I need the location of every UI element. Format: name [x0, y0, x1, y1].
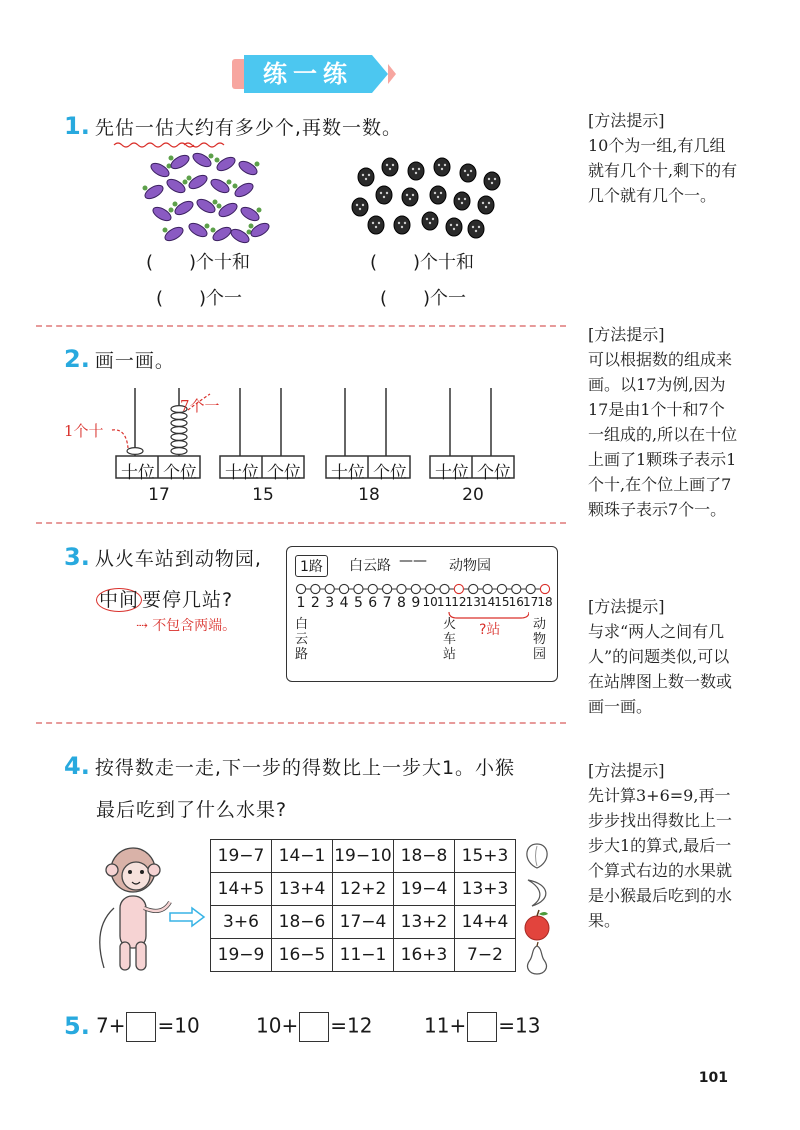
blackberry-icon: [422, 212, 438, 230]
abacus-number: 15: [252, 485, 274, 505]
route-to: 动物园: [449, 558, 491, 574]
stop-circle: [440, 584, 449, 593]
stop-number: 4: [339, 595, 349, 611]
stop-number: 6: [368, 595, 378, 611]
method-tip-3: [588, 594, 738, 719]
stop-number: 1: [296, 595, 306, 611]
stop-number: 3: [325, 595, 335, 611]
annotation-exclude-ends: ⇢ 不包含两端。: [136, 618, 237, 634]
question-3-text: 从火车站到动物园,: [94, 548, 262, 570]
stop-number: 14: [479, 595, 496, 609]
equation-right: =12: [330, 1013, 373, 1038]
blackberry-icon: [478, 196, 494, 214]
equation-1: [96, 1012, 200, 1042]
grid-cell[interactable]: 14+4: [455, 906, 516, 939]
stop-circle: [339, 584, 348, 593]
eggplant-icon: [173, 199, 195, 218]
eggplant-icon: [195, 197, 217, 216]
grid-cell[interactable]: 16+3: [394, 939, 455, 972]
equation-3: [424, 1012, 540, 1042]
question-2-stem: [64, 345, 175, 373]
grid-cell[interactable]: 13+4: [272, 873, 333, 906]
place-label-ones: 个位: [163, 463, 197, 483]
grid-cell[interactable]: 7−2: [455, 939, 516, 972]
grid-row: [211, 939, 516, 972]
stop-number: 9: [411, 595, 421, 611]
wavy-underline: [64, 142, 304, 148]
grid-cell[interactable]: 15+3: [455, 840, 516, 873]
question-3-number: 3.: [64, 543, 90, 571]
equation-right: =10: [157, 1013, 200, 1038]
stop-number: 11: [436, 595, 453, 609]
stop-circle: [540, 584, 549, 593]
eggplant-icon: [229, 227, 251, 246]
question-3-stem: [64, 543, 262, 571]
place-label-tens: 十位: [121, 463, 155, 483]
stop-circle: [325, 584, 334, 593]
stop-number: 16: [508, 595, 524, 609]
method-tip-4: [588, 758, 738, 933]
grid-cell[interactable]: 18−8: [394, 840, 455, 873]
q1-left-ones-blank[interactable]: ( )个一: [156, 288, 243, 309]
question-2-number: 2.: [64, 345, 90, 373]
stop-number: 12: [451, 595, 467, 609]
tip-title: [方法提示]: [588, 761, 665, 780]
divider: [36, 522, 566, 524]
calculation-grid: [210, 839, 516, 972]
grid-cell[interactable]: 12+2: [333, 873, 394, 906]
abacus-number: 18: [358, 485, 380, 505]
stop-circle: [426, 584, 435, 593]
blackberry-icon: [430, 186, 446, 204]
place-label-ones: 个位: [373, 463, 407, 483]
stop-number: 17: [523, 595, 539, 609]
place-label-tens: 十位: [435, 463, 469, 483]
grid-cell[interactable]: 3+6: [211, 906, 272, 939]
tip-title: [方法提示]: [588, 325, 665, 344]
answer-box[interactable]: [126, 1012, 156, 1042]
route-number: 1路: [295, 555, 328, 577]
tip-body: 10个为一组,有几组就有几个十,剩下的有几个就有几个一。: [588, 136, 738, 205]
tip-body: 与求“两人之间有几人”的问题类似,可以在站牌图上数一数或画一画。: [588, 622, 733, 716]
stop-circle: [368, 584, 377, 593]
monkey-image: [92, 838, 172, 978]
question-5-number: 5.: [64, 1012, 90, 1040]
eggplant-icon: [187, 221, 209, 240]
eggplant-icon: [211, 225, 233, 244]
question-3-text2: 要停几站?: [142, 589, 234, 611]
question-2-text: 画一画。: [94, 350, 175, 372]
grid-cell[interactable]: 13+3: [455, 873, 516, 906]
grid-cell[interactable]: 17−4: [333, 906, 394, 939]
grid-cell[interactable]: 14−1: [272, 840, 333, 873]
blackberry-icon: [434, 158, 450, 176]
place-label-tens: 十位: [225, 463, 259, 483]
stop-number: 10: [422, 595, 438, 609]
stop-number: 2: [310, 595, 320, 611]
fruit-column: [520, 840, 554, 976]
q1-right-ones-blank[interactable]: ( )个一: [380, 288, 467, 309]
q1-left-tens-blank[interactable]: ( )个十和: [146, 252, 251, 273]
question-1-stem: [64, 112, 402, 140]
eggplant-icon: [163, 225, 185, 244]
eggplant-icon: [249, 221, 271, 240]
stop-circle: [383, 584, 392, 593]
question-5-stem: [64, 1012, 90, 1040]
grid-cell[interactable]: 19−10: [333, 840, 394, 873]
eggplant-icon: [191, 151, 213, 170]
method-tip-2: [588, 322, 738, 522]
blackberry-icon: [368, 216, 384, 234]
tip-title: [方法提示]: [588, 597, 665, 616]
blackberry-icon: [446, 218, 462, 236]
stop-label-train: 火车站: [443, 617, 457, 662]
eggplant-group-image: [140, 150, 280, 250]
circled-middle-word: 中间: [96, 588, 142, 612]
grid-cell[interactable]: 18−6: [272, 906, 333, 939]
eggplant-icon: [151, 205, 173, 224]
blackberry-icon: [394, 216, 410, 234]
stop-circle: [526, 584, 535, 593]
banana-icon: [528, 880, 546, 906]
eggplant-icon: [237, 159, 259, 178]
stop-circle: [397, 584, 406, 593]
stop-circle: [497, 584, 506, 593]
question-4-stem: [64, 752, 515, 780]
grid-cell[interactable]: 19−9: [211, 939, 272, 972]
blackberry-icon: [352, 198, 368, 216]
eggplant-icon: [217, 201, 239, 220]
arrow-right-icon: [168, 906, 208, 928]
stop-circle: [469, 584, 478, 593]
grid-cell[interactable]: 19−7: [211, 840, 272, 873]
divider: [36, 722, 566, 724]
blackberry-icon: [454, 192, 470, 210]
place-label-tens: 十位: [331, 463, 365, 483]
annotation-seven-ones: 7个一: [180, 397, 220, 415]
answer-box[interactable]: [467, 1012, 497, 1042]
grid-cell[interactable]: 16−5: [272, 939, 333, 972]
question-3-line2: [96, 585, 233, 612]
eggplant-icon: [169, 153, 191, 172]
stop-number: 13: [465, 595, 481, 609]
eggplant-icon: [149, 161, 171, 180]
equation-left: 10+: [256, 1013, 299, 1038]
place-label-ones: 个位: [477, 463, 511, 483]
annotation-one-ten: 1个十: [64, 422, 104, 440]
grid-cell[interactable]: 13+2: [394, 906, 455, 939]
question-4-line2: 最后吃到了什么水果?: [96, 799, 288, 821]
stop-label-start: 白云路: [295, 617, 309, 662]
page-number: 101: [698, 1070, 728, 1086]
tip-body: 先计算3+6=9,再一步步找出得数比上一步大1的算式,最后一个算式右边的水果就是小猴最后吃到的水果。: [588, 786, 733, 930]
grid-cell[interactable]: 14+5: [211, 873, 272, 906]
grid-row: [211, 840, 516, 873]
eggplant-icon: [239, 205, 261, 224]
abacus-number: 20: [462, 485, 484, 505]
question-4-number: 4.: [64, 752, 90, 780]
tip-title: [方法提示]: [588, 111, 665, 130]
stop-circle: [311, 584, 320, 593]
stop-circle: [411, 584, 420, 593]
equation-right: =13: [498, 1013, 541, 1038]
eggplant-icon: [233, 181, 255, 200]
grid-row: [211, 906, 516, 939]
stop-circle: [354, 584, 363, 593]
grid-cell[interactable]: 11−1: [333, 939, 394, 972]
blackberry-icon: [468, 220, 484, 238]
stop-number: 8: [397, 595, 406, 611]
blackberry-icon: [460, 164, 476, 182]
question-1-number: 1.: [64, 112, 90, 140]
method-tip-1: [588, 108, 738, 208]
stop-label-question: ?站: [479, 622, 501, 638]
stop-circle: [296, 584, 305, 593]
divider: [36, 325, 566, 327]
stop-number: 18: [537, 595, 553, 609]
stop-number: 5: [353, 595, 363, 611]
blackberry-icon: [382, 158, 398, 176]
answer-box[interactable]: [299, 1012, 329, 1042]
grid-row: [211, 873, 516, 906]
blackberry-icon: [402, 188, 418, 206]
route-dash: ——: [399, 553, 427, 569]
grid-cell[interactable]: 19−4: [394, 873, 455, 906]
blackberry-icon: [408, 162, 424, 180]
eggplant-icon: [209, 177, 231, 196]
annotation-exclude-ends-text: 不包含两端。: [152, 618, 237, 634]
blackberry-icon: [376, 186, 392, 204]
stop-number: 15: [494, 595, 510, 609]
blackberry-group-image: [350, 155, 510, 245]
route-from: 白云路: [349, 558, 391, 574]
blackberry-icon: [358, 168, 374, 186]
equation-left: 7+: [96, 1013, 126, 1038]
q1-right-tens-blank[interactable]: ( )个十和: [370, 252, 475, 273]
peach-icon: [527, 844, 547, 868]
equation-2: [256, 1012, 372, 1042]
stop-number: 7: [382, 595, 392, 611]
question-4-text: 按得数走一走,下一步的得数比上一步大1。小猴: [94, 757, 516, 779]
equation-left: 11+: [424, 1013, 467, 1038]
blackberry-icon: [484, 172, 500, 190]
pear-icon: [528, 942, 547, 974]
section-title-ribbon: [232, 55, 392, 93]
stop-circle: [454, 584, 463, 593]
bus-stop-sign: [286, 546, 558, 682]
eggplant-icon: [215, 155, 237, 174]
stop-circle: [483, 584, 492, 593]
eggplant-icon: [165, 177, 187, 196]
abacus-number: 17: [148, 485, 170, 505]
stop-label-end: 动物园: [533, 617, 547, 662]
eggplant-icon: [143, 183, 165, 202]
section-title: 练一练: [263, 60, 353, 88]
eggplant-icon: [187, 173, 209, 192]
question-1-text: 先估一估大约有多少个,再数一数。: [94, 117, 402, 139]
place-label-ones: 个位: [267, 463, 301, 483]
tip-body: 可以根据数的组成来画。以17为例,因为17是由1个十和7个一组成的,所以在十位上画了1颗珠子表示1个十,在个位上画了7颗珠子表示7个一。: [588, 350, 738, 519]
apple-icon: [525, 910, 549, 940]
stop-circle: [512, 584, 521, 593]
